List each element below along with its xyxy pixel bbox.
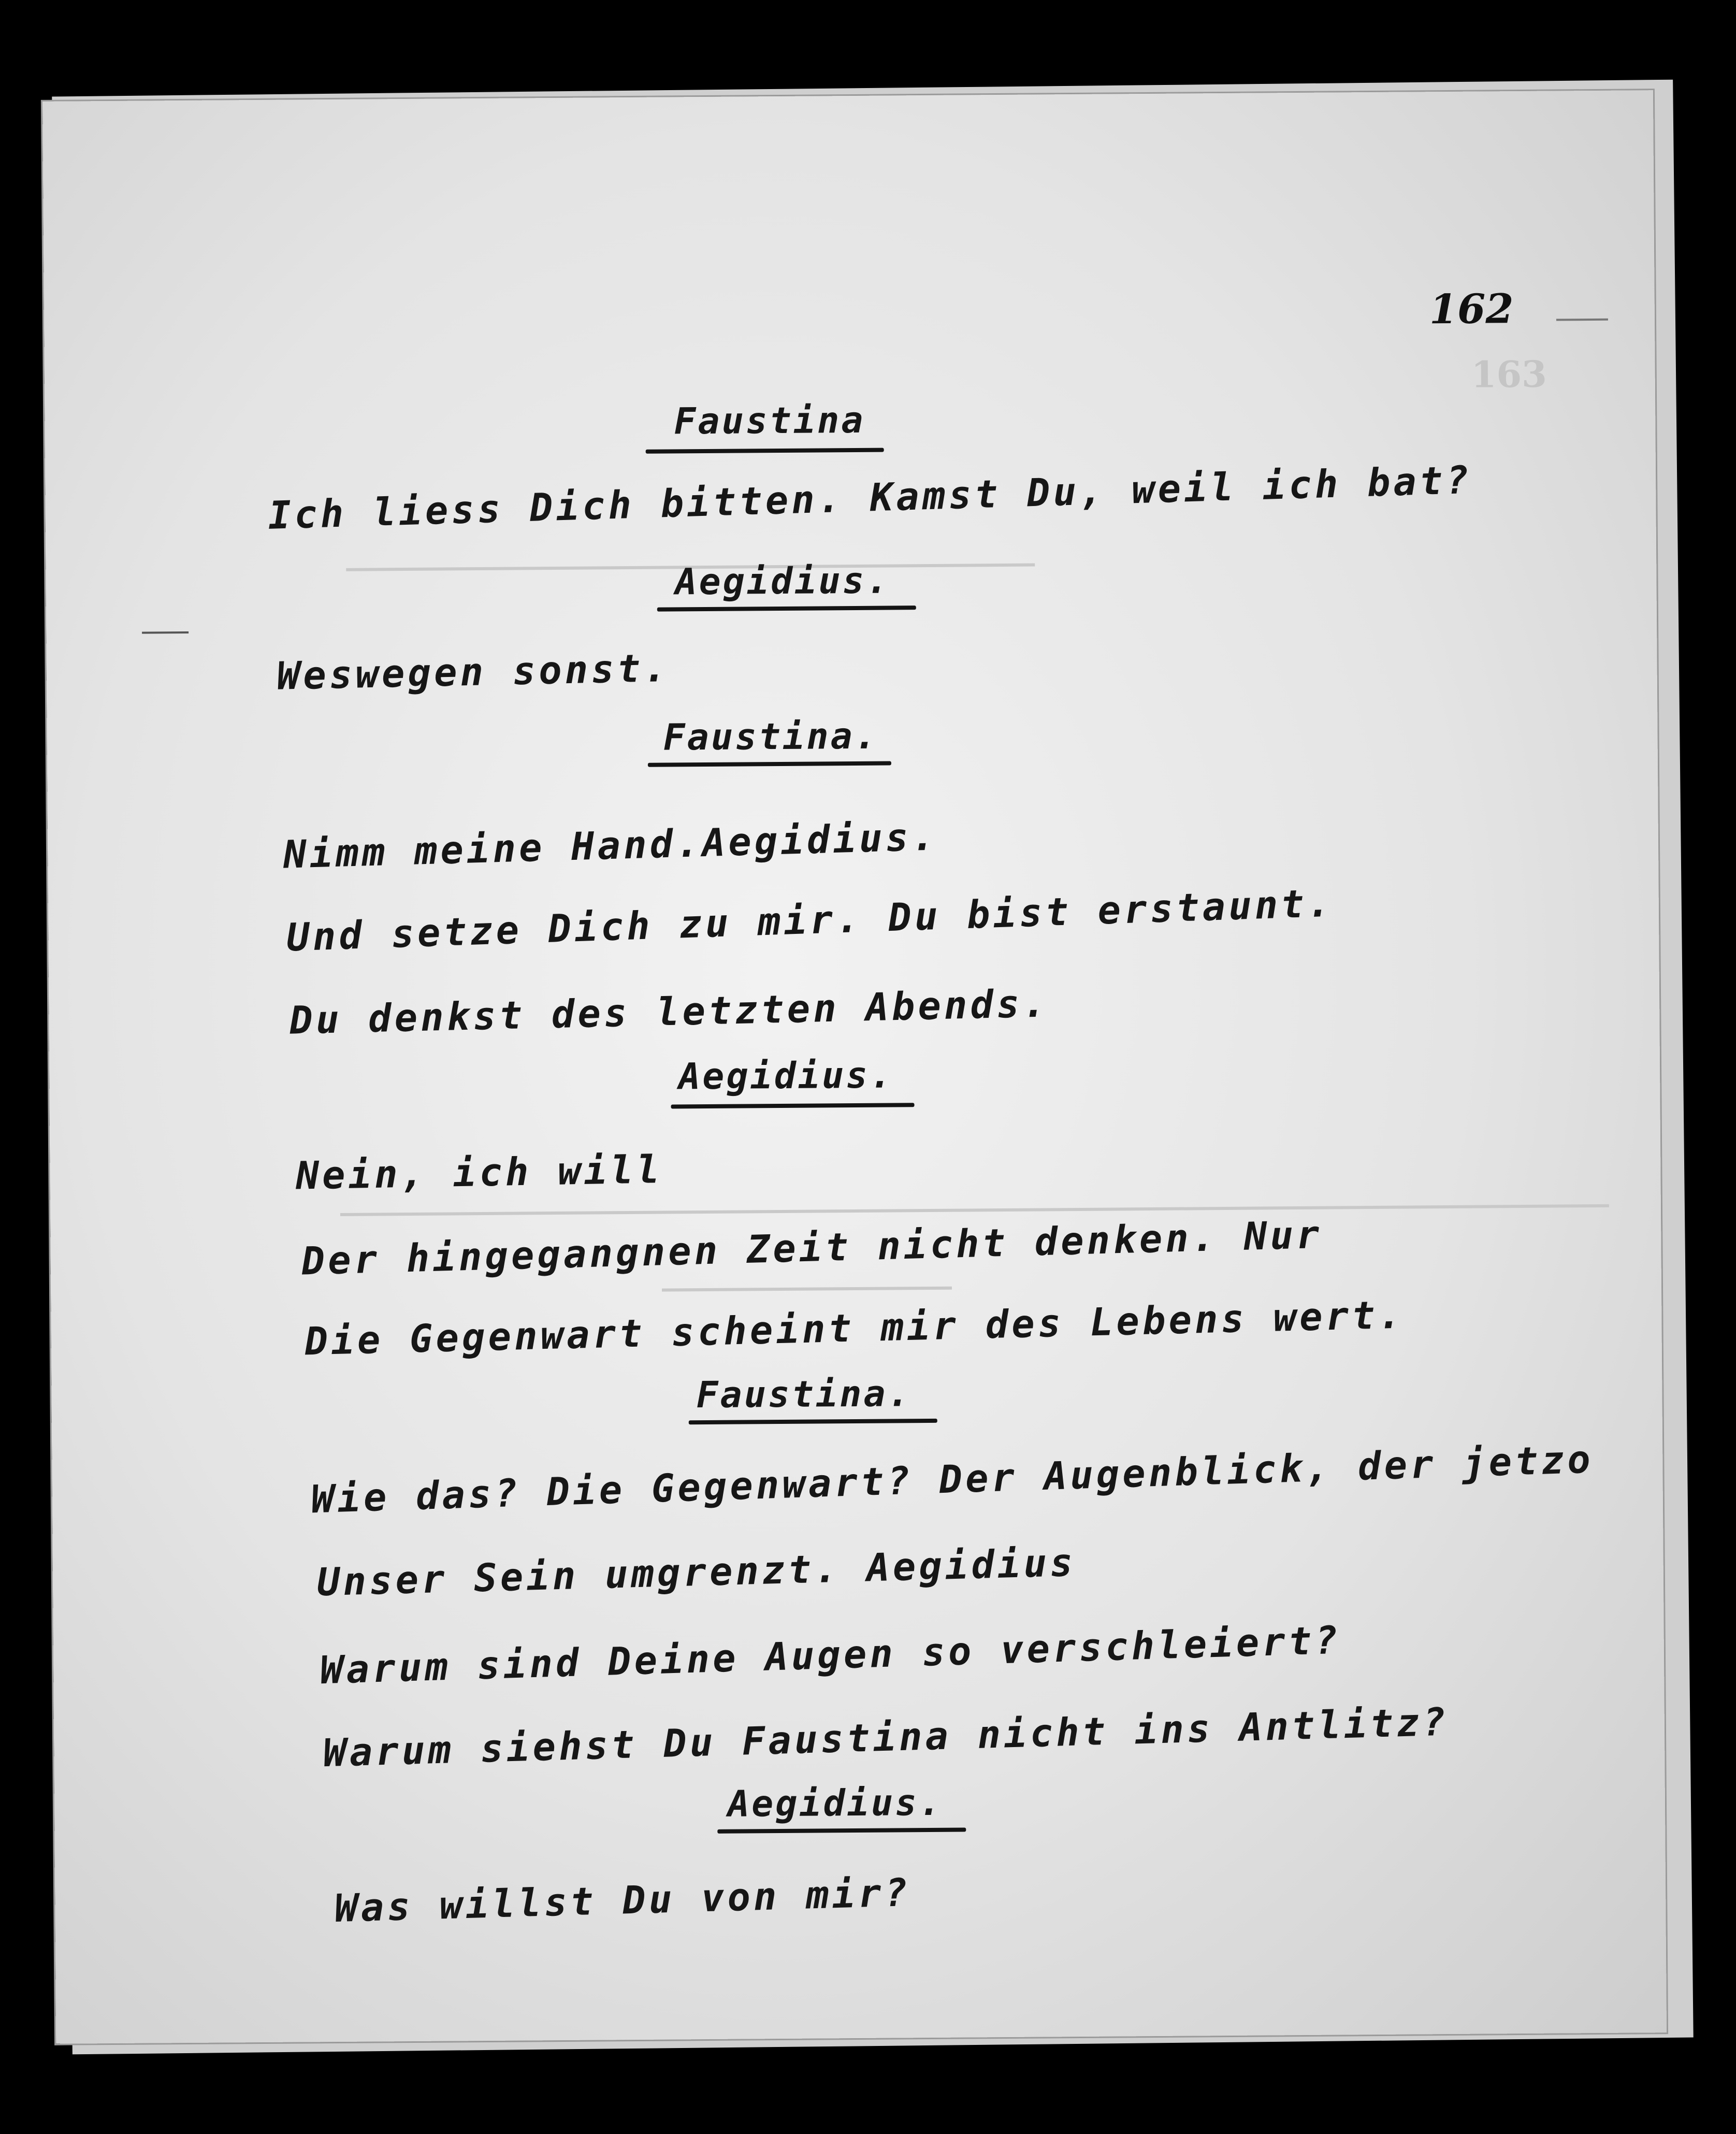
speaker-underline [689, 1419, 937, 1424]
typewritten-page [42, 90, 1667, 2044]
page-number: 162 [1429, 285, 1514, 334]
dialogue-line: Unser Sein umgrenzt. Aegidius [316, 1540, 1077, 1605]
bleed-through-rule [340, 1204, 1609, 1216]
margin-mark [142, 631, 189, 634]
speaker-name: Aegidius. [678, 1054, 894, 1098]
speaker-name: Faustina. [696, 1372, 912, 1417]
speaker-underline [657, 605, 916, 611]
dialogue-line: Und setze Dich zu mir. Du bist erstaunt. [285, 881, 1334, 960]
speaker-name: Faustina. [663, 714, 879, 759]
dialogue-line: Der hingegangnen Zeit nicht denken. Nur [301, 1212, 1323, 1284]
dialogue-line: Die Gegenwart scheint mir des Lebens wert. [304, 1292, 1405, 1364]
dialogue-line: Du denkst des letzten Abends. [289, 981, 1049, 1043]
speaker-underline [648, 761, 891, 767]
dialogue-line: Nimm meine Hand.Aegidius. [282, 814, 938, 877]
dialogue-line: Ich liess Dich bitten. Kamst Du, weil ich bat? [267, 457, 1473, 538]
speaker-name: Faustina [674, 398, 865, 443]
speaker-underline [717, 1828, 966, 1834]
dialogue-line: Nein, ich will [295, 1147, 663, 1199]
speaker-underline [646, 448, 884, 454]
dialogue-line: Was willst Du von mir? [334, 1870, 912, 1931]
speaker-underline [671, 1103, 914, 1108]
dialogue-line: Warum sind Deine Augen so verschleiert? [319, 1618, 1342, 1693]
margin-mark [1556, 319, 1608, 321]
bleed-through-rule [662, 1287, 952, 1292]
dialogue-line: Warum siehst Du Faustina nicht ins Antlitz? [323, 1699, 1450, 1776]
speaker-name: Aegidius. [727, 1781, 943, 1825]
speaker-name: Aegidius. [675, 559, 891, 603]
bleed-through-page-number: 163 [1471, 352, 1547, 396]
dialogue-line: Wie das? Die Gegenwart? Der Augenblick, der jetzo [310, 1437, 1594, 1522]
dialogue-line: Weswegen sonst. [276, 645, 670, 699]
